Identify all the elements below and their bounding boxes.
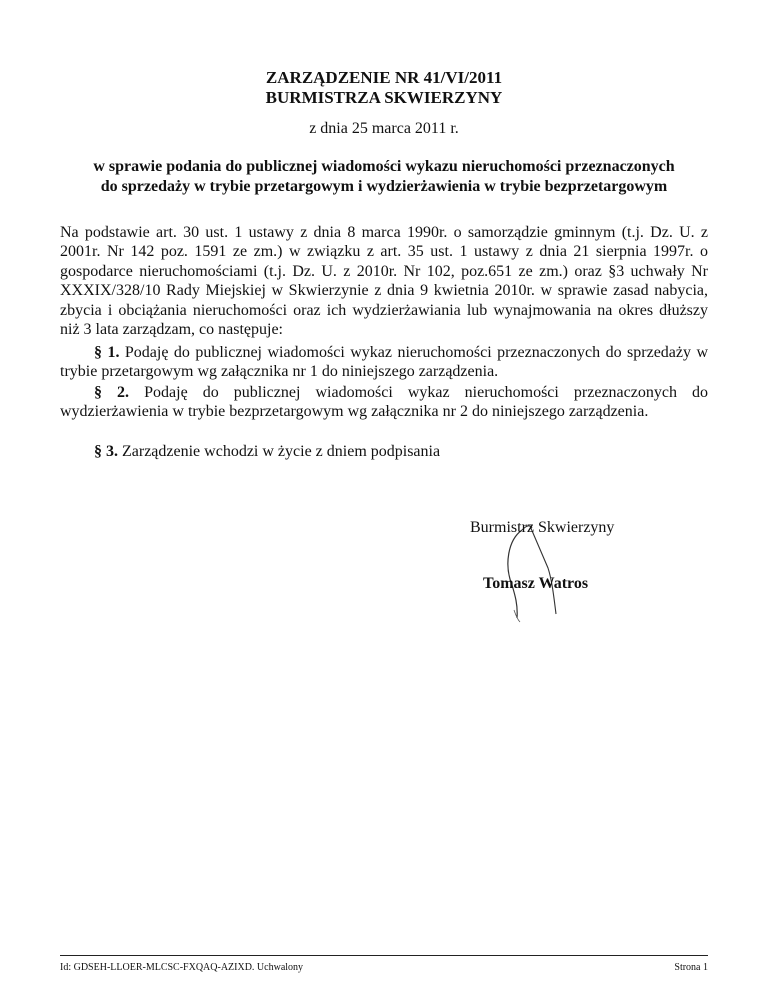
section-1-text: Podaję do publicznej wiadomości wykaz nieruchomości przeznaczonych do sprzedaży w trybie przetargowym wg załącznika nr 1 do niniejszego zarządzenia. bbox=[60, 344, 708, 381]
document-date: z dnia 25 marca 2011 r. bbox=[309, 120, 459, 137]
subject-line-2: do sprzedaży w trybie przetargowym i wydzierżawienia w trybie bezprzetargowym bbox=[100, 178, 668, 195]
document-subject bbox=[0, 157, 768, 197]
title-line-1: ZARZĄDZENIE NR 41/VI/2011 bbox=[265, 68, 503, 87]
footer-page-number: Strona 1 bbox=[674, 962, 708, 973]
section-3-text: Zarządzenie wchodzi w życie z dniem podpisania bbox=[118, 443, 441, 460]
section-2-text: Podaję do publicznej wiadomości wykaz nieruchomości przeznaczonych do wydzierżawienia w trybie bezprzetargowym wg załącznika nr 2 do niniejszego zarządzenia. bbox=[60, 384, 709, 421]
subject-line-1: w sprawie podania do publicznej wiadomości wykazu nieruchomości przeznaczonych bbox=[93, 158, 675, 175]
footer-document-id: Id: GDSEH-LLOER-MLCSC-FXQAQ-AZIXD. Uchwalony bbox=[60, 962, 304, 973]
footer-divider bbox=[60, 955, 708, 956]
section-2-label: § 2. bbox=[94, 384, 130, 401]
signer-title: Burmistrz Skwierzyny bbox=[470, 519, 615, 536]
section-2 bbox=[60, 383, 708, 422]
title-line-2: BURMISTRZA SKWIERZYNY bbox=[265, 88, 503, 107]
section-3 bbox=[60, 442, 708, 461]
section-3-label: § 3. bbox=[94, 443, 118, 460]
document-title bbox=[0, 68, 768, 108]
legal-basis-paragraph: Na podstawie art. 30 ust. 1 ustawy z dnia 8 marca 1990r. o samorządzie gminnym (t.j. Dz. U. z 2001r. Nr 142 poz. 1591 ze zm.) w związku z art. 35 ust. 1 ustawy z dnia 21 sierpnia 1997r. o gospodarce nieruchomościami (t.j. Dz. U. z 2010r. Nr 102, poz.651 ze zm.) oraz §3 uchwały Nr XXXIX/328/10 Rady Miejskiej w Skwierzynie z dnia 9 kwietnia 2010r. w sprawie zasad nabycia, zbycia i obciążania nieruchomości oraz ich wydzierżawiania lub wynajmowania na okres dłuższy niż 3 lata zarządzam, co następuje: bbox=[60, 224, 708, 339]
section-1-label: § 1. bbox=[94, 344, 120, 361]
section-1 bbox=[60, 343, 708, 382]
signer-name: Tomasz Watros bbox=[483, 575, 589, 592]
